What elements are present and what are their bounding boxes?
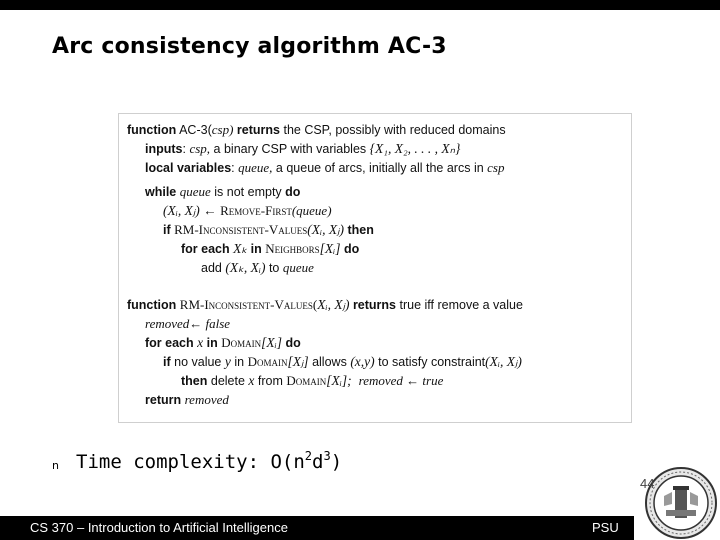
argument: queue (282, 260, 314, 275)
algo-line-12 (163, 354, 522, 370)
description: delete (210, 374, 245, 388)
description: add (201, 261, 222, 275)
variable: Xₖ (233, 241, 248, 256)
algo-line-6 (163, 222, 374, 238)
function-name: RM-Inconsistent-Values( (179, 297, 318, 312)
complexity-text (76, 451, 342, 473)
variable-set: {X₁, X₂, . . . , Xₙ} (369, 141, 461, 156)
keyword: for each (145, 336, 194, 350)
arc-pair: (Xᵢ, Xⱼ) ← (163, 203, 217, 218)
footer-course: CS 370 – Introduction to Artificial Intelligence (30, 520, 288, 535)
function-name: Domain (286, 373, 327, 388)
keyword: local variables (145, 161, 232, 175)
keyword: then (181, 374, 208, 388)
assignment: removed ← true (358, 373, 444, 388)
keyword: in (206, 336, 218, 350)
description: to satisfy constraint (378, 355, 486, 369)
keyword: returns (236, 123, 280, 137)
exponent: 2 (304, 449, 313, 463)
description: to (268, 261, 280, 275)
arc-pair: (Xₖ, Xᵢ) (225, 260, 266, 275)
description: allows (312, 355, 347, 369)
algo-line-14 (145, 392, 229, 408)
argument: (Xᵢ, Xⱼ) (485, 354, 522, 369)
variable: x (197, 335, 204, 350)
colon: : (182, 142, 186, 156)
keyword: inputs (145, 142, 183, 156)
argument: queue, (238, 160, 273, 175)
top-bar (0, 0, 720, 10)
university-seal-icon (644, 466, 718, 540)
algorithm-box (118, 113, 632, 423)
keyword: return (145, 393, 182, 407)
argument: Xᵢ, Xⱼ) (317, 297, 350, 312)
algo-line-5 (163, 203, 332, 219)
algo-line-13 (181, 373, 443, 389)
keyword: while (145, 185, 177, 199)
value-pair: (x,y) (350, 354, 375, 369)
keyword: returns (352, 298, 397, 312)
description: is not empty (214, 185, 282, 199)
assignment: removed← false (145, 316, 231, 331)
description: in (234, 355, 245, 369)
description: true iff remove a value (399, 298, 523, 312)
algo-line-3 (145, 160, 505, 176)
function-name: Domain (247, 354, 288, 369)
description: a binary CSP with variables (213, 142, 367, 156)
function-name: Neighbors (265, 241, 320, 256)
argument: [Xᵢ]; (326, 373, 352, 388)
argument: csp, (189, 141, 211, 156)
description: from (257, 374, 283, 388)
algo-line-11 (145, 335, 301, 351)
variable: x (248, 373, 255, 388)
keyword: in (250, 242, 262, 256)
argument: [Xᵢ] (261, 335, 282, 350)
algo-line-1 (127, 122, 506, 138)
keyword: if (163, 223, 171, 237)
argument: [Xᵢ] (319, 241, 341, 256)
page-number: 44 (640, 476, 655, 491)
argument: csp (487, 160, 505, 175)
argument: (Xᵢ, Xⱼ) (307, 222, 344, 237)
keyword: for each (181, 242, 230, 256)
argument: csp) (211, 122, 234, 137)
function-name: Domain (221, 335, 262, 350)
exponent: 3 (323, 449, 331, 463)
argument: queue (179, 184, 211, 199)
return-value: removed (184, 392, 229, 407)
keyword: function (127, 298, 177, 312)
variable: y (224, 354, 231, 369)
keyword: if (163, 355, 171, 369)
argument: (queue) (291, 203, 332, 218)
algo-line-7 (181, 241, 359, 257)
algo-line-2 (145, 141, 460, 157)
colon: : (231, 161, 235, 175)
complexity-mid: d (312, 451, 324, 473)
algo-line-9 (127, 297, 523, 313)
bullet-icon: n (52, 459, 59, 472)
keyword: do (285, 336, 301, 350)
slide-title: Arc consistency algorithm AC-3 (52, 34, 447, 59)
keyword: then (347, 223, 374, 237)
description: no value (174, 355, 222, 369)
algo-line-8 (201, 260, 314, 276)
description: the CSP, possibly with reduced domains (283, 123, 506, 137)
complexity-end: ) (330, 451, 343, 473)
keyword: do (343, 242, 360, 256)
footer-institution: PSU (592, 520, 619, 535)
function-name: AC-3( (179, 123, 212, 137)
keyword: do (285, 185, 301, 199)
function-name: RM-Inconsistent-Values (174, 222, 308, 237)
argument: [Xⱼ] (287, 354, 309, 369)
algo-line-10 (145, 316, 230, 332)
keyword: function (127, 123, 177, 137)
complexity-label: Time complexity: O(n (76, 451, 305, 473)
function-name: Remove-First (220, 203, 292, 218)
algo-line-4 (145, 184, 300, 200)
description: a queue of arcs, initially all the arcs in (275, 161, 484, 175)
